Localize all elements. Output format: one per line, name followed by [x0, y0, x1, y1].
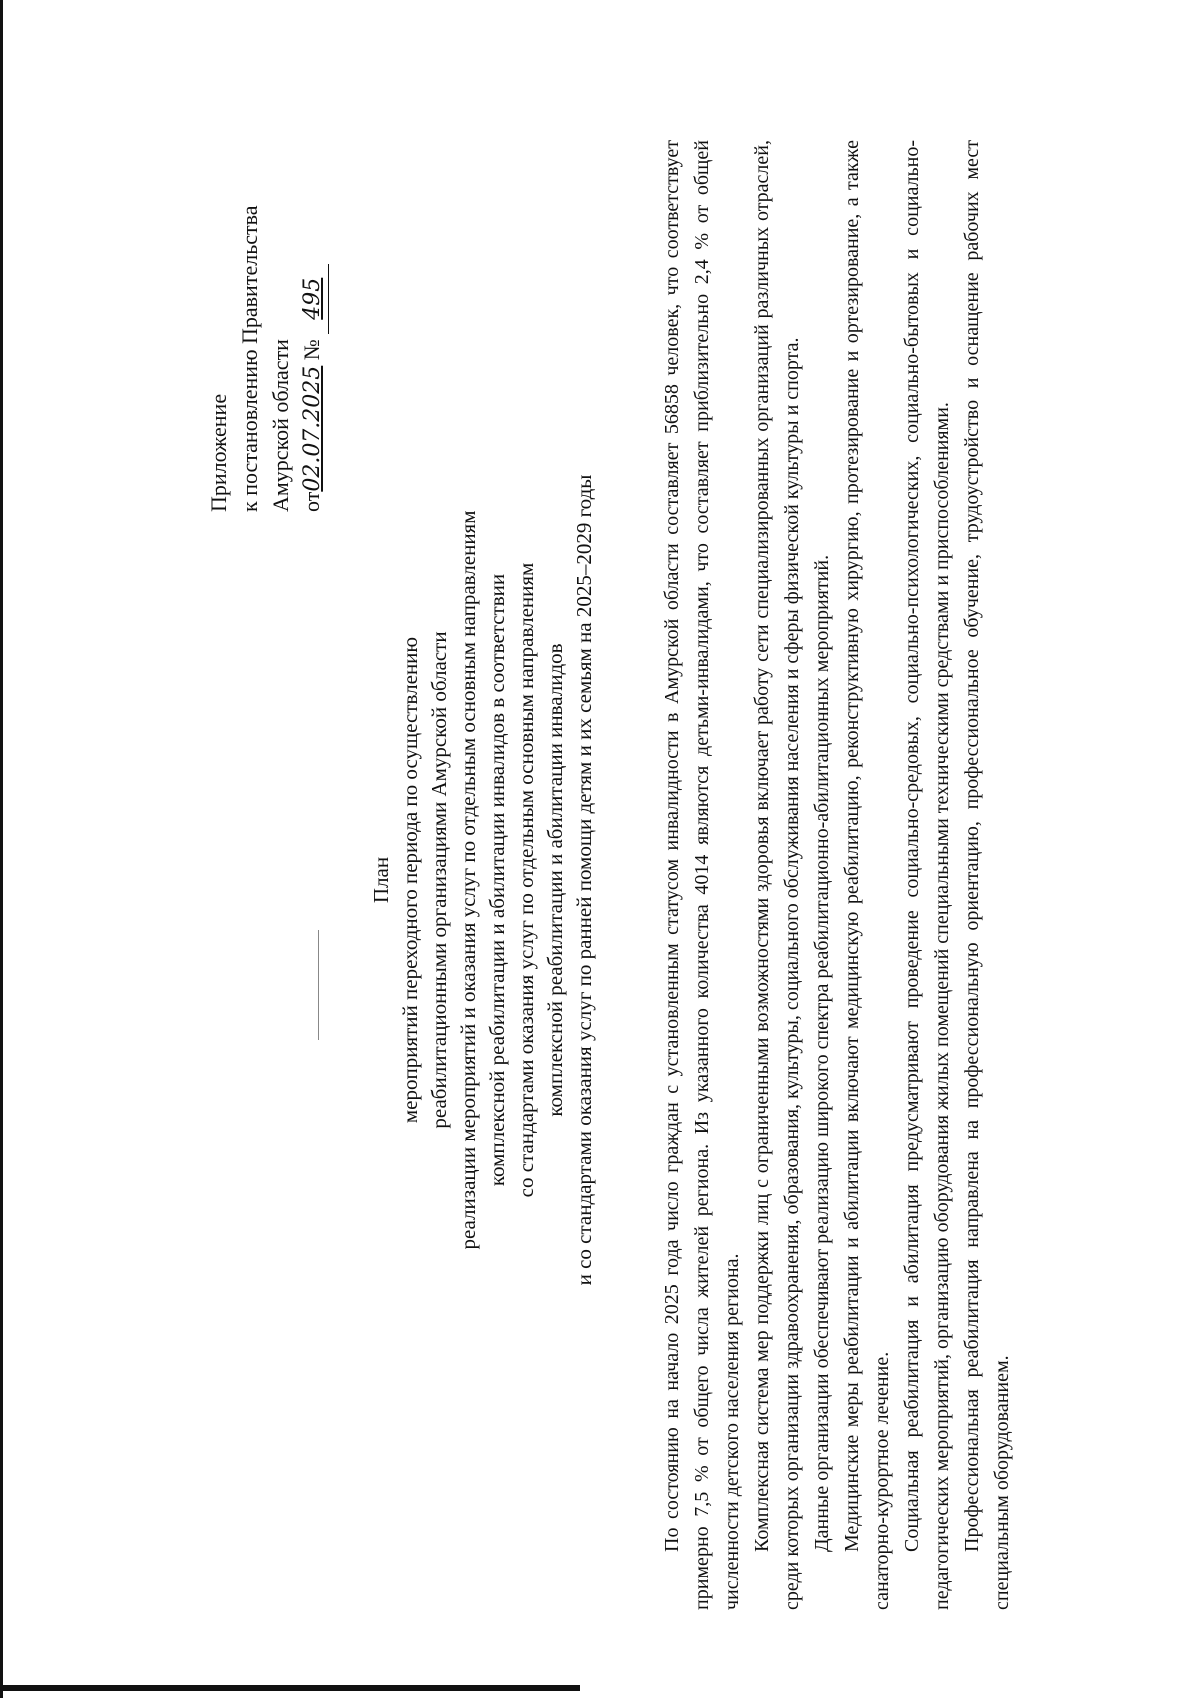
number-prefix: №	[299, 339, 324, 361]
title-line: мероприятий переходного периода по осуществлению	[398, 636, 422, 1124]
title-line: комплексной реабилитации и абилитации инвалидов в соответствии	[485, 573, 509, 1187]
paragraph: Данные организации обеспечивают реализацию широкого спектра реабилитационно-абилитационных мероприятий.	[811, 554, 833, 1552]
appendix-region: Амурской области	[268, 339, 293, 512]
handwritten-date: 02.07.2025	[300, 365, 325, 492]
paragraph: Комплексная система мер поддержки лиц с ограниченными возможностями здоровья включает работу сети специализированных организаций различных отраслей, среди которых организации здравоохранения, образования, культуры, социального обслуживания населения и сферы физической культуры и спорта.	[751, 140, 803, 1610]
title-line: со стандартами оказания услуг по отдельным основным направлениям	[514, 562, 538, 1198]
scan-border-left	[0, 0, 3, 1698]
appendix-date-number-line	[296, 112, 329, 512]
date-prefix: от	[299, 491, 324, 512]
paragraph: Профессиональная реабилитация направлена на профессиональную ориентацию, профессиональное обучение, трудоустройство и оснащение рабочих мест специальным оборудованием.	[961, 140, 1013, 1610]
title-line: реабилитационными организациями Амурской области	[427, 631, 451, 1129]
title-line: комплексной реабилитации и абилитации инвалидов	[543, 643, 567, 1117]
title-heading: План	[369, 856, 393, 904]
document-page	[195, 100, 1095, 1660]
appendix-reference: к постановлению Правительства	[237, 205, 262, 512]
document-body	[657, 140, 1017, 1610]
paragraph: Социальная реабилитация и абилитация предусматривают проведение социально-средовых, социально-психологических, социально-бытовых и социально-педагогических мероприятий, организацию оборудования жилых помещений специальными техническими средствами и приспособлениями.	[901, 140, 953, 1610]
title-line: и со стандартами оказания услуг по ранней помощи детям и их семьям на 2025–2029 годы	[572, 474, 596, 1286]
appendix-label: Приложение	[206, 393, 231, 512]
title-line: реализации мероприятий и оказания услуг по отдельным основным направлениям	[456, 510, 480, 1250]
paragraph: Медицинские меры реабилитации и абилитации включают медицинскую реабилитацию, реконструктивную хирургию, протезирование и ортезирование, а также санаторно-курортное лечение.	[841, 140, 893, 1610]
scan-border-bottom	[0, 1685, 580, 1691]
handwritten-number: 495	[297, 264, 329, 334]
appendix-block	[203, 112, 329, 512]
paragraph: По состоянию на начало 2025 года число граждан с установленным статусом инвалидности в Амурской области составляет 56858 человек, что соответствует примерно 7,5 % от общего числа жителей региона. Из указанного количества 4014 являются детьми-инвалидами, что составляет приблизительно 2,4 % от общей численности детского населения региона.	[661, 140, 743, 1610]
document-title	[367, 200, 599, 1560]
